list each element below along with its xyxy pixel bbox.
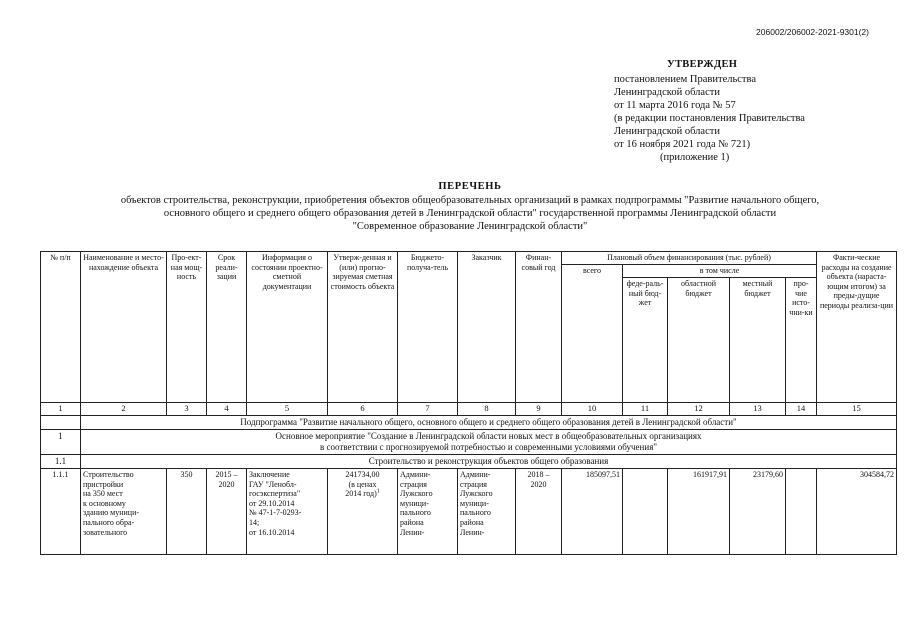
row-cost-line: 241734,00 [345,470,380,479]
header-total: всего [562,265,623,403]
row-design-line: ГАУ "Ленобл- [249,479,297,489]
row-actual: 304584,72 [817,469,897,555]
row-cost-text: 2014 год) [345,489,377,499]
table-row [41,469,897,555]
header-incl: в том числе [623,265,817,278]
header-term: Срок реали-зации [207,252,247,403]
row-recipient-line: Лужского [400,489,433,499]
row-fin-year-line: 2018 – [527,470,550,479]
header-local: местный бюджет [730,278,786,403]
column-number: 9 [516,403,562,416]
row-customer-line: Лужского [460,489,493,499]
row-design-line: 14; [249,517,260,527]
column-number: 14 [786,403,817,416]
measure-row [41,430,897,455]
section-title: Строительство и реконструкция объектов общего образования [81,455,897,469]
row-design-line: Заключение [249,470,290,479]
document-heading [40,180,900,233]
approval-line: постановлением Правительства [614,74,757,85]
row-design [247,469,328,555]
row-term-line: 2015 – [215,470,238,479]
header-federal: феде-раль-ный бюд-жет [623,278,668,403]
column-number: 3 [167,403,207,416]
approval-line: Ленинградской области [614,87,720,98]
column-number: 1 [41,403,81,416]
empty-cell [41,416,81,430]
row-name-line: Строительство [83,470,134,479]
section-num: 1.1 [41,455,81,469]
row-local: 23179,60 [730,469,786,555]
row-customer-line: муници- [460,498,489,508]
row-cost [328,469,398,555]
document-code: 206002/206002-2021-9301(2) [756,27,869,37]
approval-line: от 16 ноября 2021 года № 721) [614,139,751,150]
row-name-line: пального обра- [83,517,135,527]
approval-line: Ленинградской области [614,126,720,137]
column-number: 5 [247,403,328,416]
header-num: № п/п [41,252,81,403]
header-plan-group: Плановый объем финансирования (тыс. рублей) [562,252,817,265]
heading-line: основного общего и среднего общего образования детей в Ленинградской области" государственной программы Ленинградской области [163,208,777,219]
row-cost-line [330,489,395,499]
header-approved-cost: Утверж-денная и (или) прогно-зируемая сметная стоимость объекта [328,252,398,403]
approval-line: от 11 марта 2016 года № 57 [614,100,736,111]
header-regional: областной бюджет [668,278,730,403]
measure-line: в соответствии с прогнозируемой потребностью и современными условиями обучения" [319,442,658,452]
row-recipient-line: района [400,517,424,527]
column-number: 6 [328,403,398,416]
row-name-line: пристройки [83,479,124,489]
row-design-line: от 16.10.2014 [249,527,295,537]
header-fin-year: Финан-совый год [516,252,562,403]
row-design-line: госэкспертиза" [249,489,301,499]
row-regional: 161917,91 [668,469,730,555]
measure-line: Основное мероприятие "Создание в Ленинградской области новых мест в общеобразовательных организациях [275,431,702,441]
column-number: 2 [81,403,167,416]
row-customer-line: пального [460,508,491,518]
column-number: 10 [562,403,623,416]
row-name-line: зданию муници- [83,508,140,518]
row-recipient-line: страция [400,479,427,489]
subprogram-title: Подпрограмма "Развитие начального общего, основного общего и среднего общего образования детей в Ленинградской области" [81,416,897,430]
column-number: 15 [817,403,897,416]
row-federal [623,469,668,555]
header-other: про-чие исто-чни-ки [786,278,817,403]
footnote-mark: 1 [376,488,380,495]
approval-title: УТВЕРЖДЕН [667,59,738,70]
row-fin-year [516,469,562,555]
row-name [81,469,167,555]
measure-num: 1 [41,430,81,455]
column-number-row [41,403,897,416]
column-number: 11 [623,403,668,416]
row-customer-line: страция [460,479,487,489]
row-name-line: на 350 мест [83,489,123,499]
subprogram-row [41,416,897,430]
row-recipient [398,469,458,555]
row-design-line: № 47-1-7-0293- [249,508,302,518]
row-name-line: к основному [83,498,126,508]
row-customer-line: Ленин- [460,527,485,537]
row-recipient-line: пального [400,508,431,518]
row-cost-line: (в ценах [348,479,377,489]
header-name: Наименование и место-нахождение объекта [81,252,167,403]
row-recipient-line: Админи- [400,470,431,479]
column-number: 7 [398,403,458,416]
row-term [207,469,247,555]
row-customer-line: района [460,517,484,527]
header-actual: Факти-ческие расходы на создание объекта (нараста-ющим итогом) за преды-дущие периоды реализа-ции [817,252,897,403]
row-num: 1.1.1 [41,469,81,555]
row-term-line: 2020 [218,479,235,489]
measure-title [81,430,897,455]
heading-line: объектов строительства, реконструкции, приобретения объектов общеобразовательных организаций в рамках подпрограммы "Развитие начального общего, [120,195,820,206]
row-other [786,469,817,555]
header-design-info: Информация о состоянии проектно-сметной документации [247,252,328,403]
approval-block [614,58,805,164]
heading-title: ПЕРЕЧЕНЬ [438,181,502,192]
header-capacity: Про-ект-ная мощ-ность [167,252,207,403]
column-number: 13 [730,403,786,416]
row-recipient-line: Ленин- [400,527,425,537]
heading-line: "Современное образование Ленинградской области" [352,221,588,232]
header-customer: Заказчик [458,252,516,403]
section-row [41,455,897,469]
header-recipient: Бюджето-получа-тель [398,252,458,403]
row-design-line: от 29.10.2014 [249,498,295,508]
objects-table [40,251,897,555]
row-fin-year-line: 2020 [530,479,547,489]
appendix-label: (приложение 1) [660,152,730,163]
row-total: 185097,51 [562,469,623,555]
column-number: 12 [668,403,730,416]
row-customer [458,469,516,555]
row-customer-line: Админи- [460,470,491,479]
column-number: 8 [458,403,516,416]
row-recipient-line: муници- [400,498,429,508]
row-capacity: 350 [167,469,207,555]
approval-line: (в редакции постановления Правительства [614,113,805,124]
row-name-line: зовательного [83,527,128,537]
column-number: 4 [207,403,247,416]
header-row [41,252,897,265]
